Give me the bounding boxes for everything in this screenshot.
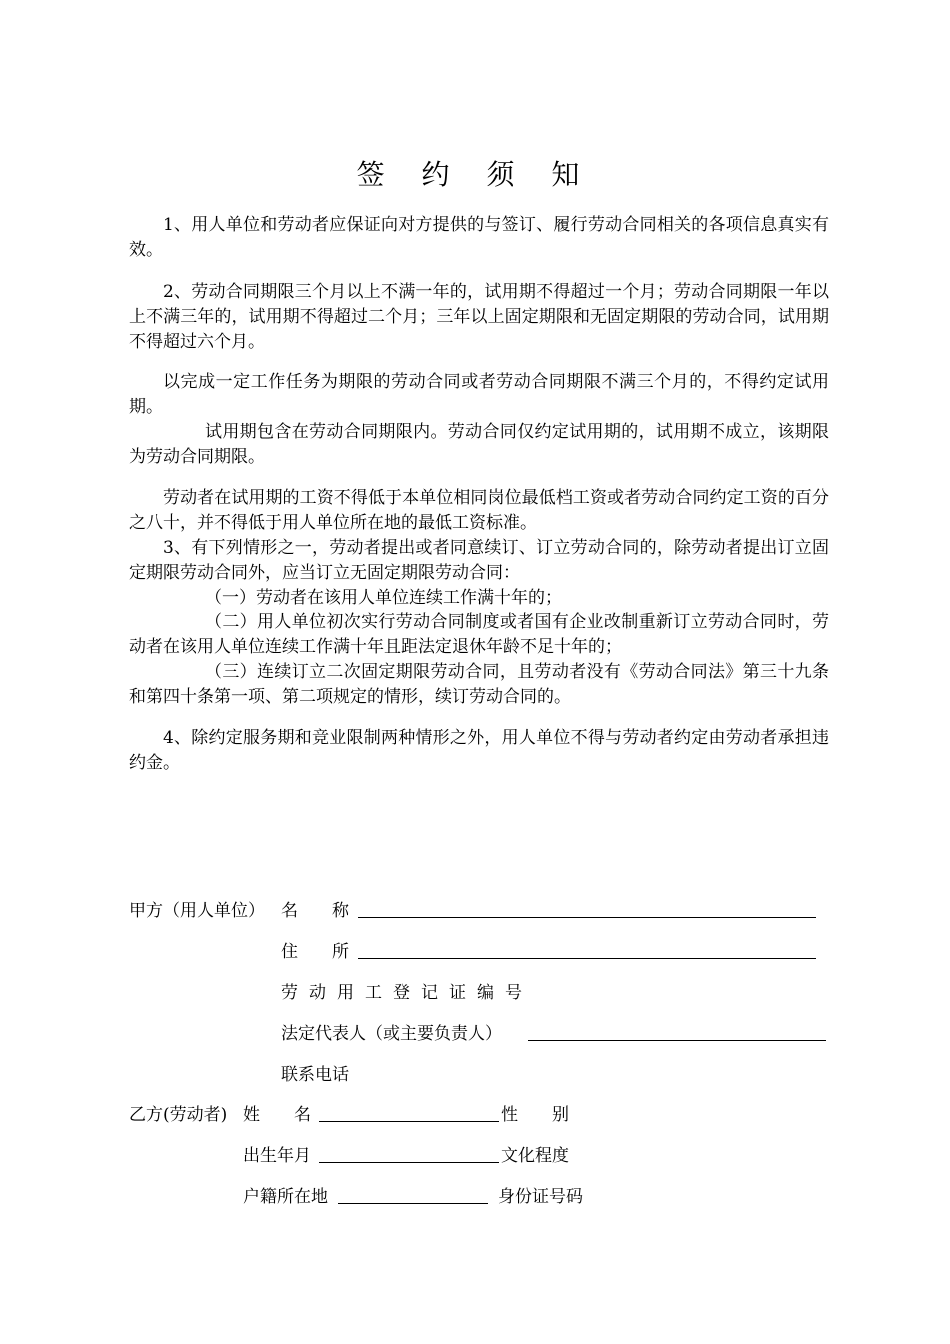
clause-2: 2、劳动合同期限三个月以上不满一年的，试用期不得超过一个月；劳动合同期限一年以上不满三年的，试用期不得超过二个月；三年以上固定期限和无固定期限的劳动合同，试用期不得超过六个月。 xyxy=(129,282,829,352)
party-a-rep-field[interactable] xyxy=(528,1040,826,1041)
clause-4: 4、除约定服务期和竞业限制两种情形之外，用人单位不得与劳动者约定由劳动者承担违约金。 xyxy=(129,728,829,773)
party-a-address-label: 住 所 xyxy=(281,942,349,962)
party-b-name-field[interactable] xyxy=(319,1121,499,1122)
party-a-rep-label: 法定代表人（或主要负责人） xyxy=(281,1024,502,1044)
party-b-household-field[interactable] xyxy=(338,1203,488,1204)
party-b-birth-field[interactable] xyxy=(319,1162,499,1163)
clause-2-probation-wage: 劳动者在试用期的工资不得低于本单位相同岗位最低档工资或者劳动合同约定工资的百分之八十，并不得低于用人单位所在地的最低工资标准。 xyxy=(129,488,829,533)
page-title: 签 约 须 知 xyxy=(356,158,594,191)
clause-3: 3、有下列情形之一，劳动者提出或者同意续订、订立劳动合同的，除劳动者提出订立固定期限劳动合同外，应当订立无固定期限劳动合同： xyxy=(129,538,829,583)
party-a-name-label: 名 称 xyxy=(281,901,349,921)
party-b-label: 乙方(劳动者) xyxy=(129,1105,228,1125)
party-a-address-field[interactable] xyxy=(358,958,816,959)
party-a-registration-label: 劳动用工登记证编号 xyxy=(281,983,533,1003)
clause-3-item-1: （一）劳动者在该用人单位连续工作满十年的； xyxy=(205,588,562,608)
party-a-phone-label: 联系电话 xyxy=(281,1065,349,1085)
party-b-id-label: 身份证号码 xyxy=(498,1187,583,1207)
party-b-household-label: 户籍所在地 xyxy=(243,1187,328,1207)
party-a-name-field[interactable] xyxy=(358,917,816,918)
party-b-name-label: 姓 名 xyxy=(243,1105,311,1125)
clause-2-probation-included: 试用期包含在劳动合同期限内。劳动合同仅约定试用期的，试用期不成立，该期限为劳动合同期限。 xyxy=(129,422,829,467)
clause-3-item-2: （二）用人单位初次实行劳动合同制度或者国有企业改制重新订立劳动合同时，劳动者在该用人单位连续工作满十年且距法定退休年龄不足十年的； xyxy=(129,612,829,657)
party-b-birth-label: 出生年月 xyxy=(243,1146,311,1166)
clause-1: 1、用人单位和劳动者应保证向对方提供的与签订、履行劳动合同相关的各项信息真实有效。 xyxy=(129,215,829,260)
party-b-gender-label: 性 别 xyxy=(501,1105,569,1125)
party-b-education-label: 文化程度 xyxy=(501,1146,569,1166)
clause-2-no-probation: 以完成一定工作任务为期限的劳动合同或者劳动合同期限不满三个月的，不得约定试用期。 xyxy=(129,372,829,417)
clause-3-item-3: （三）连续订立二次固定期限劳动合同，且劳动者没有《劳动合同法》第三十九条和第四十条第一项、第二项规定的情形，续订劳动合同的。 xyxy=(129,662,829,707)
party-a-label: 甲方（用人单位） xyxy=(129,901,265,921)
